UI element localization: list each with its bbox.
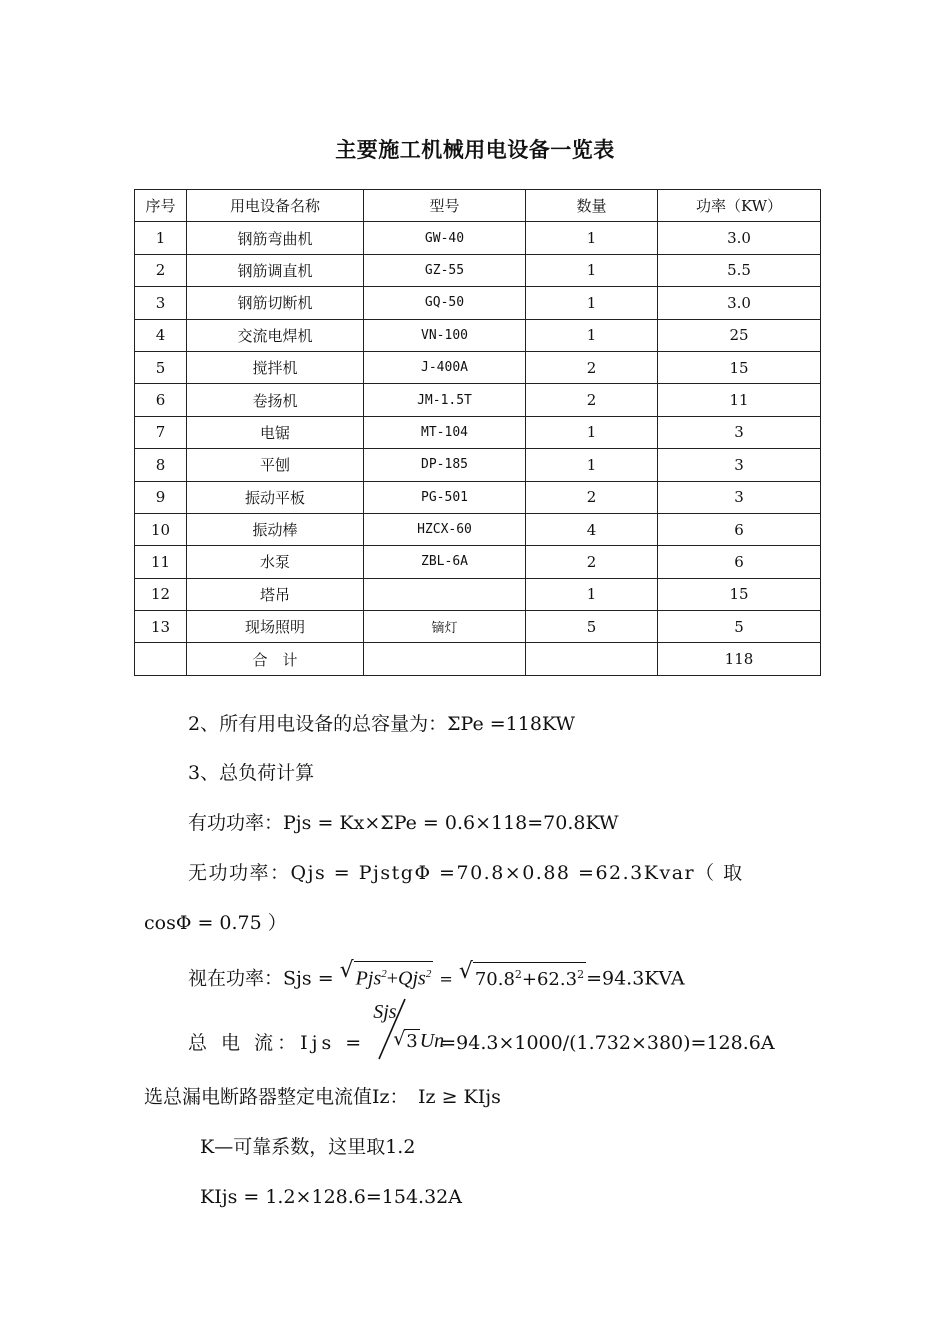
device-name-cell: 钢筋调直机 (187, 254, 364, 286)
device-name-cell: 振动棒 (187, 513, 364, 545)
quantity-cell: 2 (526, 546, 658, 578)
quantity-cell: 1 (526, 416, 658, 448)
table-row (135, 416, 821, 448)
apparent-result: =94.3KVA (586, 967, 685, 990)
power-cell: 118 (658, 643, 821, 675)
exponent: 2 (381, 968, 387, 980)
num-a: 70.8 (474, 968, 515, 990)
quantity-cell: 4 (526, 513, 658, 545)
row-number-cell: 5 (135, 351, 187, 383)
equals-sign: = (439, 969, 453, 989)
total-capacity-line: 2、所有用电设备的总容量为：ΣPe =118KW (188, 713, 575, 735)
page-title: 主要施工机械用电设备一览表 (335, 137, 615, 162)
device-name-cell: 塔吊 (187, 578, 364, 610)
model-cell: MT-104 (364, 416, 526, 448)
model-cell: GQ-50 (364, 287, 526, 319)
model-cell: DP-185 (364, 449, 526, 481)
device-name-cell: 交流电焊机 (187, 319, 364, 351)
power-cell: 6 (658, 546, 821, 578)
row-number-cell: 6 (135, 384, 187, 416)
model-cell: VN-100 (364, 319, 526, 351)
row-number-cell: 2 (135, 254, 187, 286)
power-cell: 15 (658, 351, 821, 383)
power-cell: 11 (658, 384, 821, 416)
device-name-cell: 钢筋切断机 (187, 287, 364, 319)
device-name-cell: 平刨 (187, 449, 364, 481)
model-cell: 镝灯 (364, 611, 526, 643)
table-row (135, 578, 821, 610)
sqrt-three: 3 (406, 1031, 418, 1052)
model-cell: J-400A (364, 351, 526, 383)
row-number-cell: 3 (135, 287, 187, 319)
row-number-cell: 9 (135, 481, 187, 513)
table-header-row (135, 190, 821, 222)
table-row (135, 481, 821, 513)
total-row (135, 643, 821, 675)
breaker-line: 选总漏电断路器整定电流值Iz： Iz ≥ KIjs (144, 1086, 501, 1108)
table-row (135, 287, 821, 319)
device-name-cell: 钢筋弯曲机 (187, 222, 364, 254)
current-fraction (371, 1001, 447, 1055)
equipment-table (134, 189, 821, 676)
table-row (135, 384, 821, 416)
row-number-cell: 11 (135, 546, 187, 578)
table-row (135, 611, 821, 643)
power-cell: 3 (658, 449, 821, 481)
power-cell: 6 (658, 513, 821, 545)
header-cell: 用电设备名称 (187, 190, 364, 222)
power-cell: 5.5 (658, 254, 821, 286)
header-cell: 功率（KW） (658, 190, 821, 222)
model-cell: HZCX-60 (364, 513, 526, 545)
header-cell: 型号 (364, 190, 526, 222)
row-number-cell: 7 (135, 416, 187, 448)
row-number-cell: 10 (135, 513, 187, 545)
device-name-cell: 水泵 (187, 546, 364, 578)
table-row (135, 254, 821, 286)
reactive-power-line: 无功功率：Qjs = PjstgΦ =70.8×0.88 =62.3Kvar（ 取 (188, 862, 744, 884)
table-row (135, 513, 821, 545)
quantity-cell: 2 (526, 351, 658, 383)
row-number-cell: 1 (135, 222, 187, 254)
exponent: 2 (577, 967, 585, 981)
power-cell: 3.0 (658, 222, 821, 254)
k-definition-line: K—可靠系数，这里取1.2 (200, 1136, 416, 1158)
power-cell: 3 (658, 416, 821, 448)
table-row (135, 319, 821, 351)
row-number-cell: 13 (135, 611, 187, 643)
sqrt-formula-symbolic: √ Pjs$^2$+Qjs$^2$ (339, 958, 432, 990)
apparent-label: 视在功率：Sjs = (188, 967, 334, 990)
current-line (188, 1001, 775, 1055)
qjs-var: Qjs (398, 967, 426, 990)
quantity-cell: 1 (526, 319, 658, 351)
model-cell (364, 578, 526, 610)
row-number-cell: 4 (135, 319, 187, 351)
header-cell: 序号 (135, 190, 187, 222)
cos-phi-line: cosΦ = 0.75 ） (144, 912, 287, 934)
quantity-cell: 1 (526, 222, 658, 254)
power-cell: 15 (658, 578, 821, 610)
row-number-cell: 12 (135, 578, 187, 610)
device-name-cell: 搅拌机 (187, 351, 364, 383)
power-cell: 25 (658, 319, 821, 351)
current-label: 总 电 流：Ijs = (188, 1032, 366, 1054)
model-cell: GZ-55 (364, 254, 526, 286)
quantity-cell: 2 (526, 481, 658, 513)
device-name-cell: 振动平板 (187, 481, 364, 513)
quantity-cell: 1 (526, 578, 658, 610)
model-cell: PG-501 (364, 481, 526, 513)
plus-sign: + (521, 968, 537, 990)
model-cell (364, 643, 526, 675)
exponent: 2 (514, 967, 522, 981)
quantity-cell: 1 (526, 449, 658, 481)
quantity-cell: 2 (526, 384, 658, 416)
header-cell: 数量 (526, 190, 658, 222)
table-row (135, 546, 821, 578)
fraction-denominator: √ 3 Un (393, 1028, 445, 1052)
device-name-cell: 合 计 (187, 643, 364, 675)
power-cell: 3.0 (658, 287, 821, 319)
power-cell: 3 (658, 481, 821, 513)
device-name-cell: 电锯 (187, 416, 364, 448)
table-row (135, 351, 821, 383)
active-power-line: 有功功率：Pjs = Kx×ΣPe = 0.6×118=70.8KW (188, 812, 619, 834)
current-result: =94.3×1000/(1.732×380)=128.6A (440, 1032, 775, 1054)
plus-sign: + (386, 967, 399, 990)
quantity-cell: 1 (526, 254, 658, 286)
row-number-cell: 8 (135, 449, 187, 481)
apparent-power-line (188, 958, 685, 992)
model-cell: GW-40 (364, 222, 526, 254)
num-b: 62.3 (536, 968, 578, 990)
quantity-cell (526, 643, 658, 675)
table-row (135, 449, 821, 481)
quantity-cell: 5 (526, 611, 658, 643)
power-cell: 5 (658, 611, 821, 643)
sqrt-formula-numeric: √ $70.8^2+62.3^2$ (458, 958, 585, 990)
device-name-cell: 现场照明 (187, 611, 364, 643)
model-cell: JM-1.5T (364, 384, 526, 416)
device-name-cell: 卷扬机 (187, 384, 364, 416)
quantity-cell: 1 (526, 287, 658, 319)
table-row (135, 222, 821, 254)
model-cell: ZBL-6A (364, 546, 526, 578)
un-var: Un (419, 1030, 445, 1052)
pjs-var: Pjs (355, 967, 382, 990)
row-number-cell (135, 643, 187, 675)
fraction-numerator: Sjs (373, 1001, 397, 1023)
load-calc-heading: 3、总负荷计算 (188, 762, 315, 784)
kijs-line: KIjs = 1.2×128.6=154.32A (200, 1186, 462, 1208)
exponent: 2 (425, 968, 432, 980)
